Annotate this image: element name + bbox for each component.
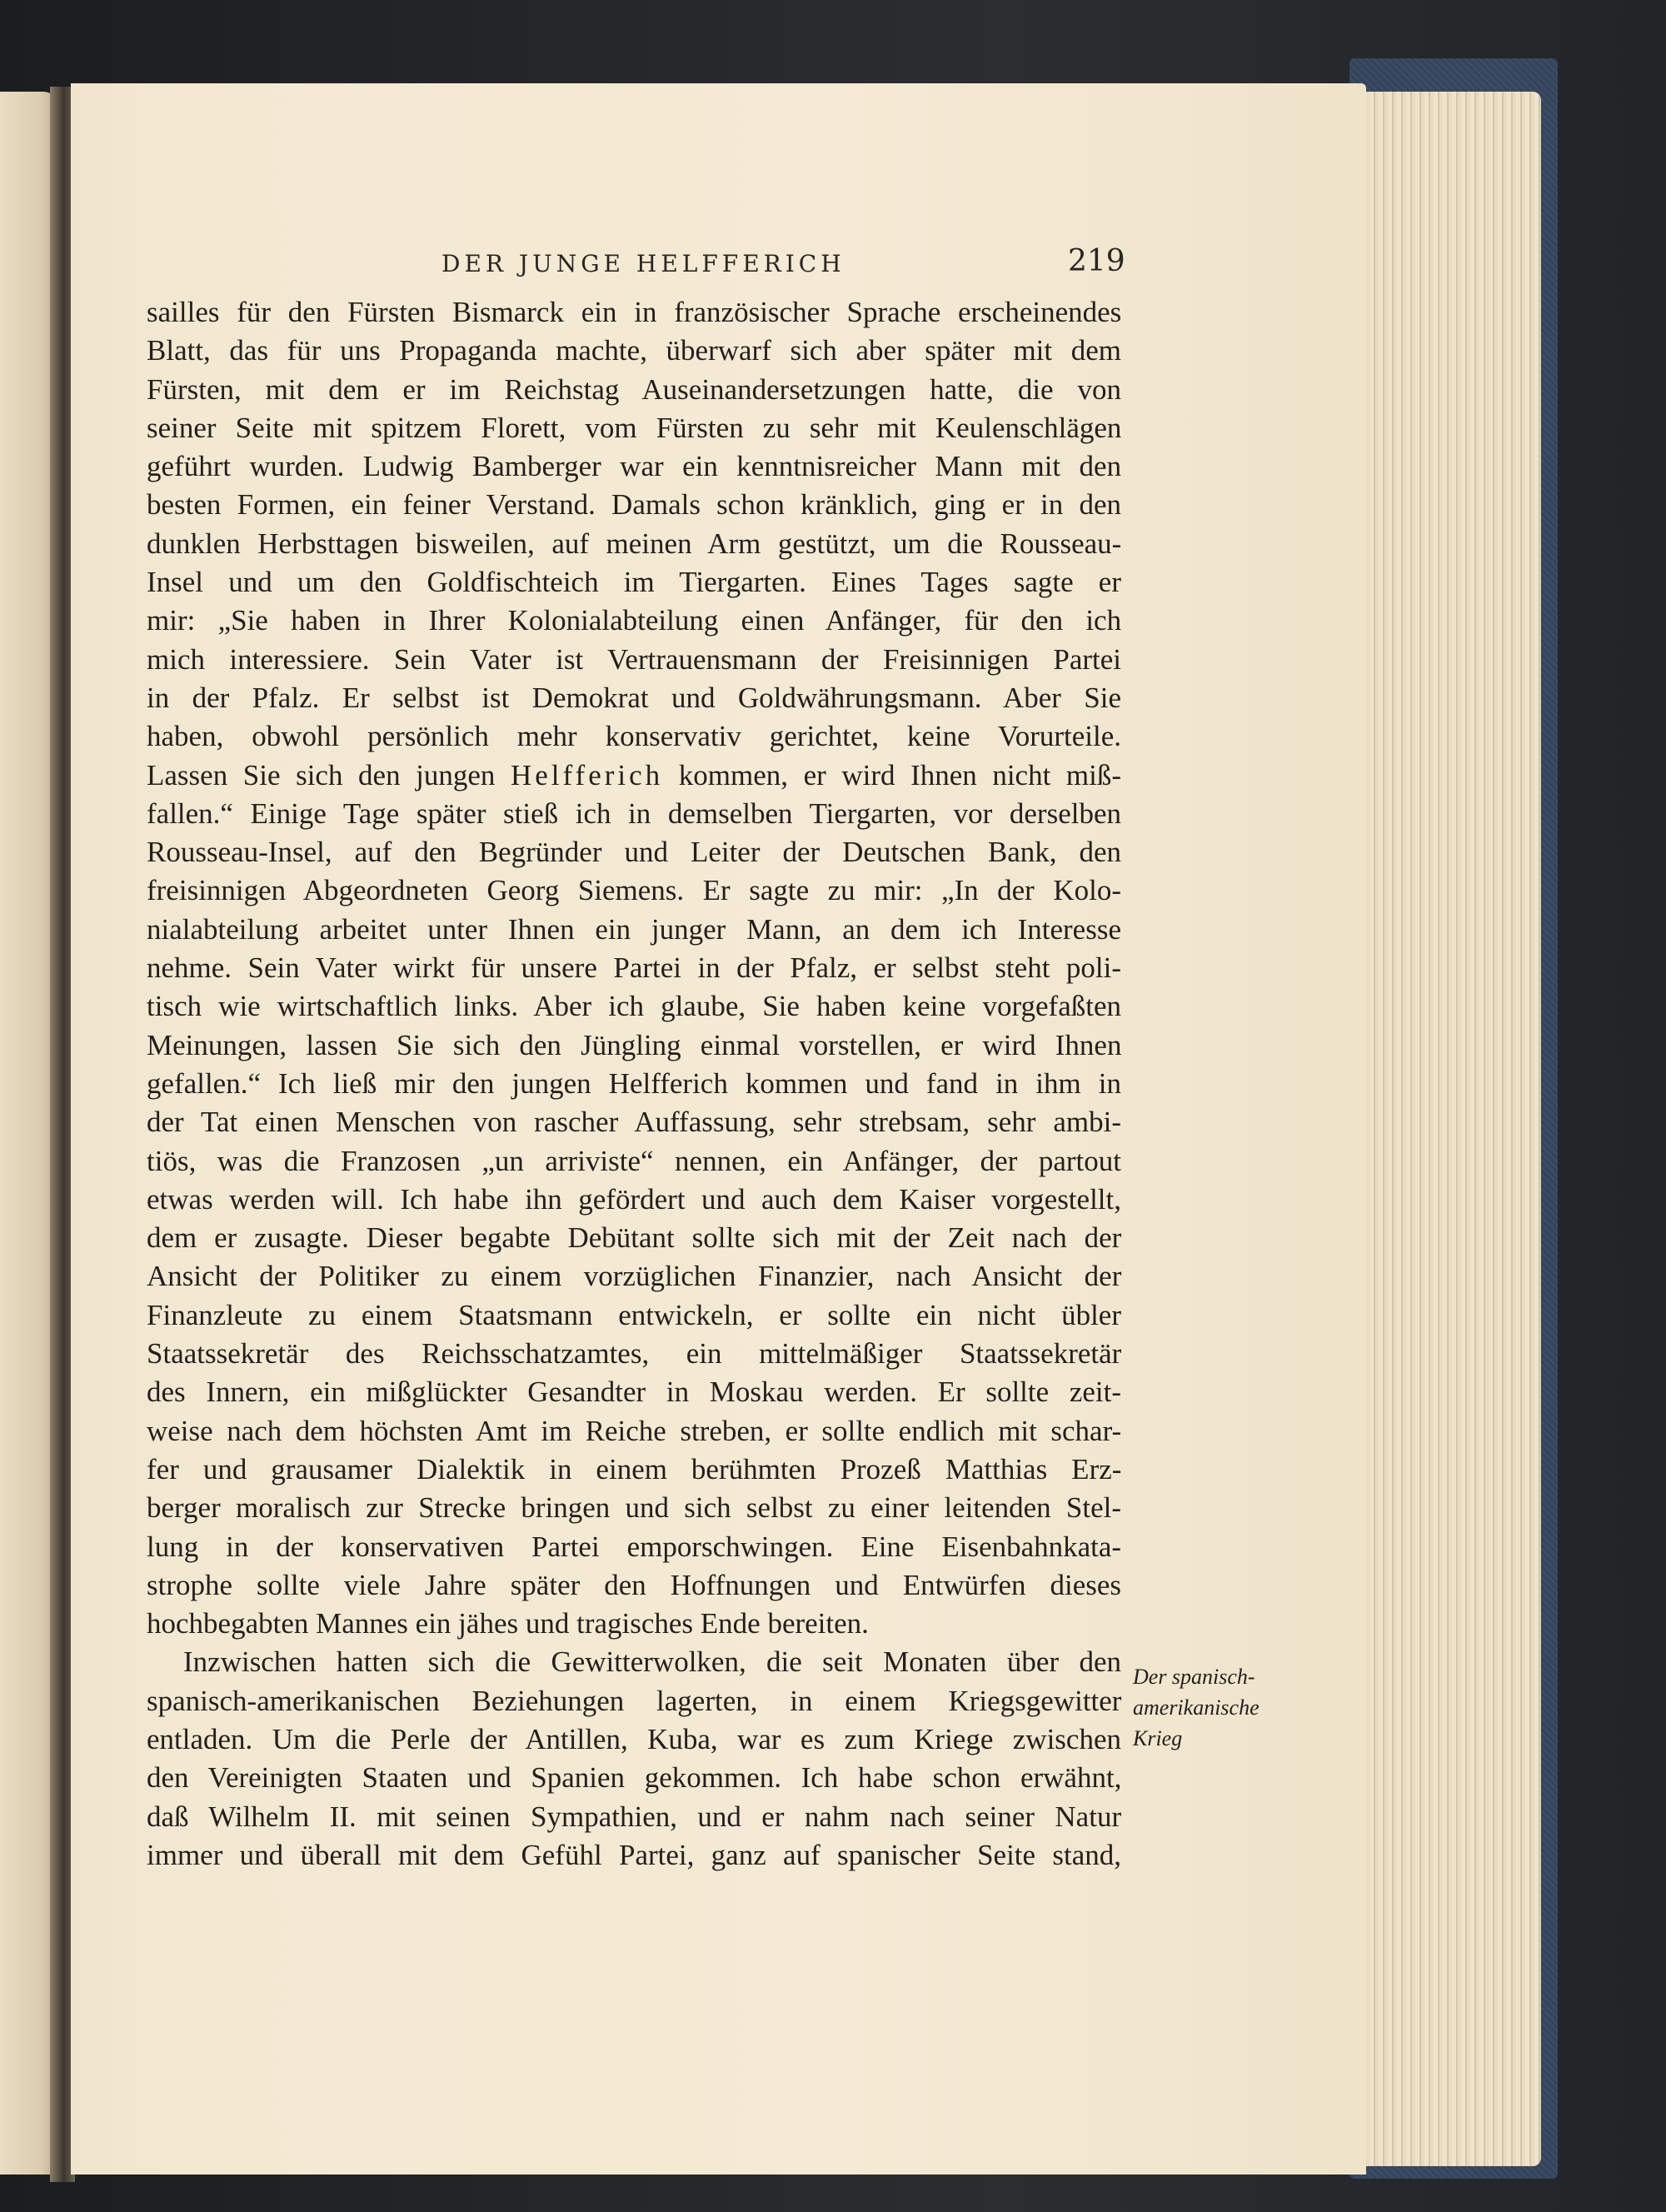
text-line: besten Formen, ein feiner Verstand. Damals schon kränklich, ging er in den <box>147 488 1121 522</box>
text-line: in der Pfalz. Er selbst ist Demokrat und Goldwährungsmann. Aber Sie <box>147 681 1121 714</box>
text-line: entladen. Um die Perle der Antillen, Kuba, war es zum Kriege zwischen <box>147 1722 1121 1755</box>
text-line: hochbegabten Mannes ein jähes und tragisches Ende bereiten. <box>147 1607 869 1640</box>
running-title: DER JUNGE HELFFERICH <box>441 250 845 277</box>
text-line: seiner Seite mit spitzem Florett, vom Fürsten zu sehr mit Keulenschlägen <box>147 411 1122 444</box>
text-line: der Tat einen Menschen von rascher Auffassung, sehr strebsam, sehr ambi- <box>147 1106 1121 1139</box>
text-line: haben, obwohl persönlich mehr konservativ gerichtet, keine Vorurteile. <box>147 720 1121 753</box>
text-segment: Lassen Sie sich den jungen <box>147 758 511 791</box>
text-line: den Vereinigten Staaten und Spanien gekommen. Ich habe schon erwähnt, <box>147 1761 1122 1795</box>
text-line: geführt wurden. Ludwig Bamberger war ein kenntnisreicher Mann mit den <box>147 450 1122 483</box>
text-line: dem er zusagte. Dieser begabte Debütant sollte sich mit der Zeit nach der <box>147 1221 1122 1255</box>
text-line: sailles für den Fürsten Bismarck ein in französischer Sprache erscheinendes <box>147 296 1122 328</box>
text-line: dunklen Herbsttagen bisweilen, auf meinen Arm gestützt, um die Rousseau- <box>147 527 1122 560</box>
text-line: Insel und um den Goldfischteich im Tiergarten. Eines Tages sagte er <box>147 566 1121 599</box>
margin-note <box>1133 1661 1316 1754</box>
text-line: Blatt, das für uns Propaganda machte, überwarf sich aber später mit dem <box>147 334 1121 367</box>
text-line: etwas werden will. Ich habe ihn gefördert und auch dem Kaiser vorgestellt, <box>147 1182 1121 1216</box>
body-text <box>147 293 1121 1875</box>
text-line: lung in der konservativen Partei emporschwingen. Eine Eisenbahnkata- <box>147 1530 1122 1563</box>
text-line: Rousseau-Insel, auf den Begründer und Leiter der Deutschen Bank, den <box>147 836 1121 869</box>
page-number: 219 <box>1068 244 1125 278</box>
text-line <box>147 756 1121 795</box>
text-line: spanisch-amerikanischen Beziehungen lagerten, in einem Kriegsgewitter <box>147 1684 1122 1717</box>
text-line: freisinnigen Abgeordneten Georg Siemens. Er sagte zu mir: „In der Kolo- <box>147 874 1121 907</box>
text-line: tisch wie wirtschaftlich links. Aber ich glaube, Sie haben keine vorgefaßten <box>147 990 1121 1023</box>
text-line: strophe sollte viele Jahre später den Hoffnungen und Entwürfen dieses <box>147 1568 1121 1601</box>
margin-note-line: Der spanisch- <box>1133 1665 1255 1689</box>
text-segment: kommen, er wird Ihnen nicht miß- <box>663 758 1122 791</box>
text-line: mir: „Sie haben in Ihrer Kolonialabteilung einen Anfänger, für den ich <box>147 604 1122 637</box>
text-line: Meinungen, lassen Sie sich den Jüngling einmal vorstellen, er wird Ihnen <box>147 1028 1122 1061</box>
text-line: Ansicht der Politiker zu einem vorzüglichen Finanzier, nach Ansicht der <box>147 1260 1122 1293</box>
text-line: nialabteilung arbeitet unter Ihnen ein junger Mann, an dem ich Interesse <box>147 912 1121 946</box>
margin-note-line: amerikanische <box>1133 1695 1259 1720</box>
text-line: Fürsten, mit dem er im Reichstag Auseinandersetzungen hatte, die von <box>147 372 1121 406</box>
text-line: berger moralisch zur Strecke bringen und sich selbst zu einer leitenden Stel- <box>147 1491 1121 1525</box>
text-line: tiös, was die Franzosen „un arriviste“ nennen, ein Anfänger, der partout <box>147 1144 1121 1177</box>
text-line: daß Wilhelm II. mit seinen Sympathien, und er nahm nach seiner Natur <box>147 1800 1122 1833</box>
text-line: gefallen.“ Ich ließ mir den jungen Helfferich kommen und fand in ihm in <box>147 1066 1121 1100</box>
text-line: fer und grausamer Dialektik in einem berühmten Prozeß Matthias Erz- <box>147 1452 1122 1485</box>
text-line: mich interessiere. Sein Vater ist Vertrauensmann der Freisinnigen Partei <box>147 642 1121 676</box>
text-line: nehme. Sein Vater wirkt für unsere Partei in der Pfalz, er selbst steht poli- <box>147 951 1121 985</box>
text-line: des Innern, ein mißglückter Gesandter in Moskau werden. Er sollte zeit- <box>147 1376 1121 1409</box>
text-line: fallen.“ Einige Tage später stieß ich in demselben Tiergarten, vor derselben <box>147 796 1121 830</box>
text-line: Staatssekretär des Reichsschatzamtes, ein mittelmäßiger Staatssekretär <box>147 1337 1122 1371</box>
text-line: Finanzleute zu einem Staatsmann entwickeln, er sollte ein nicht übler <box>147 1298 1121 1331</box>
text-line: weise nach dem höchsten Amt im Reiche streben, er sollte endlich mit schar- <box>147 1414 1122 1447</box>
text-line: immer und überall mit dem Gefühl Partei, ganz auf spanischer Seite stand, <box>147 1838 1121 1871</box>
spaced-name: Helfferich <box>511 758 664 791</box>
margin-note-line: Krieg <box>1133 1726 1183 1750</box>
text-line: Inzwischen hatten sich die Gewitterwolken, die seit Monaten über den <box>183 1645 1121 1679</box>
